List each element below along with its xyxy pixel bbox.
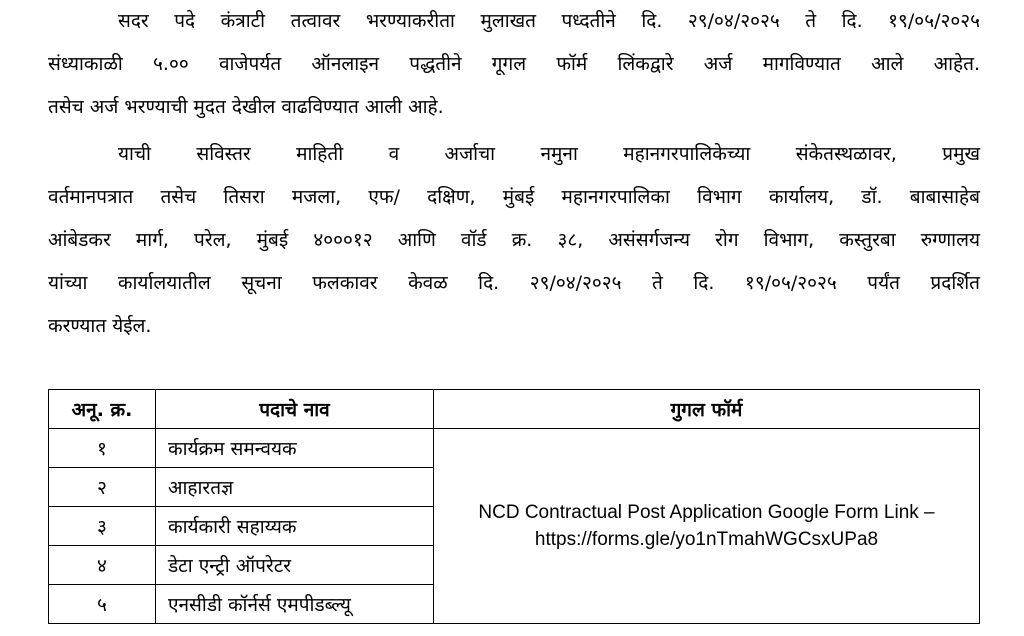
notice-paragraph-1 (48, 0, 980, 129)
header-serial: अनू. क्र. (49, 390, 156, 429)
form-link-label: NCD Contractual Post Application Google Form Link – (478, 502, 935, 523)
paragraph-line: यांच्या कार्यालयातील सूचना फलकावर केवळ दि. २९/०४/२०२५ ते दि. १९/०५/२०२५ पर्यंत प्रदर्शित (48, 272, 980, 294)
google-form-cell (434, 429, 980, 624)
table-row (49, 429, 980, 468)
paragraph-line: आंबेडकर मार्ग, परेल, मुंबई ४०००१२ आणि वॉर्ड क्र. ३८, असंसर्गजन्य रोग विभाग, कस्तुरबा रुग्णालय (48, 229, 980, 251)
header-google-form: गुगल फॉर्म (434, 390, 980, 429)
notice-paragraph-2 (48, 133, 980, 348)
row-serial: ५ (49, 585, 156, 624)
row-post-name: कार्यकारी सहाय्यक (156, 507, 434, 546)
posts-table (48, 389, 980, 624)
row-post-name: डेटा एन्ट्री ऑपरेटर (156, 546, 434, 585)
paragraph-line: संध्याकाळी ५.०० वाजेपर्यत ऑनलाइन पद्धतीने गूगल फॉर्म लिंकद्वारे अर्ज मागविण्यात आले आहेत. (48, 53, 980, 75)
row-post-name: कार्यक्रम समन्वयक (156, 429, 434, 468)
row-serial: १ (49, 429, 156, 468)
header-post-name: पदाचे नाव (156, 390, 434, 429)
row-post-name: आहारतज्ञ (156, 468, 434, 507)
row-serial: ३ (49, 507, 156, 546)
row-serial: ४ (49, 546, 156, 585)
paragraph-line: याची सविस्तर माहिती व अर्जाचा नमुना महानगरपालिकेच्या संकेतस्थळावर, प्रमुख (118, 143, 980, 165)
paragraph-line: वर्तमानपत्रात तसेच तिसरा मजला, एफ/ दक्षिण, मुंबई महानगरपालिका विभाग कार्यालय, डॉ. बाबासाहेब (48, 186, 980, 208)
row-post-name: एनसीडी कॉर्नर्स एमपीडब्ल्यू (156, 585, 434, 624)
paragraph-line: करण्यात येईल. (48, 315, 152, 337)
paragraph-line: तसेच अर्ज भरण्याची मुदत देखील वाढविण्यात आली आहे. (48, 96, 444, 118)
paragraph-line: सदर पदे कंत्राटी तत्वावर भरण्याकरीता मुलाखत पध्दतीने दि. २९/०४/२०२५ ते दि. १९/०५/२०२५ (118, 10, 980, 32)
table-header-row (49, 390, 980, 429)
row-serial: २ (49, 468, 156, 507)
form-link-url[interactable]: https://forms.gle/yo1nTmahWGCsxUPa8 (534, 529, 879, 550)
